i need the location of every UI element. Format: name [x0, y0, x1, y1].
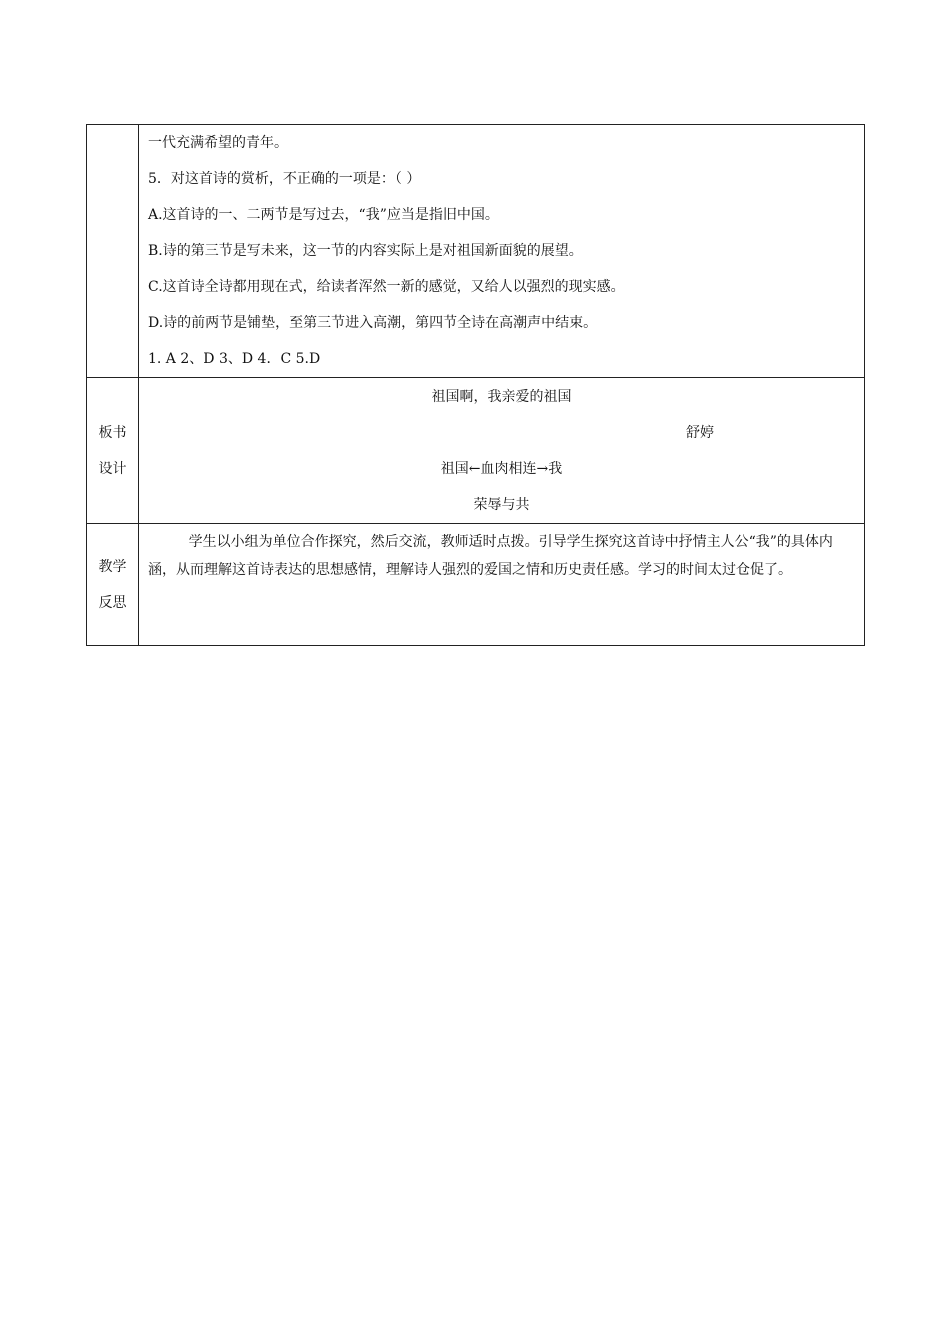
relation-diagram: 祖国←血肉相连→我	[440, 461, 563, 477]
option-d: D.诗的前两节是铺垫，至第三节进入高潮，第四节全诗在高潮声中结束。	[148, 315, 598, 331]
reflection-content	[139, 524, 865, 646]
shared-fate: 荣辱与共	[473, 497, 530, 513]
option-c: C.这首诗全诗都用现在式，给读者浑然一新的感觉，又给人以强烈的现实感。	[148, 279, 625, 295]
option-b: B.诗的第三节是写未来，这一节的内容实际上是对祖国新面貌的展望。	[148, 243, 583, 259]
poem-author: 舒婷	[686, 425, 714, 441]
lesson-plan-table	[86, 124, 865, 646]
exercise-row	[87, 125, 865, 378]
board-design-label	[87, 378, 139, 524]
reflection-label	[87, 524, 139, 646]
reflection-label-line1: 教学	[98, 558, 127, 575]
question-5: 5．对这首诗的赏析，不正确的一项是：（ ）	[148, 171, 421, 187]
board-design-row	[87, 378, 865, 524]
answer-key: 1. A 2、D 3、D 4．C 5.D	[148, 351, 321, 367]
poem-title: 祖国啊，我亲爱的祖国	[431, 389, 572, 405]
reflection-row	[87, 524, 865, 646]
option-a: A.这首诗的一、二两节是写过去，“我”应当是指旧中国。	[148, 207, 499, 223]
exercise-line: 一代充满希望的青年。	[148, 135, 288, 151]
exercise-label-cell	[87, 125, 139, 378]
reflection-text: 学生以小组为单位合作探究，然后交流，教师适时点拨。引导学生探究这首诗中抒情主人公“我”的具体内涵，从而理解这首诗表达的思想感情，理解诗人强烈的爱国之情和历史责任感。学习的时间太过仓促了。	[148, 534, 833, 578]
board-design-content	[139, 378, 865, 524]
board-label-line1: 板书	[98, 424, 127, 441]
exercise-content-cell	[139, 125, 865, 378]
board-label-line2: 设计	[98, 460, 127, 477]
reflection-label-line2: 反思	[98, 594, 127, 611]
